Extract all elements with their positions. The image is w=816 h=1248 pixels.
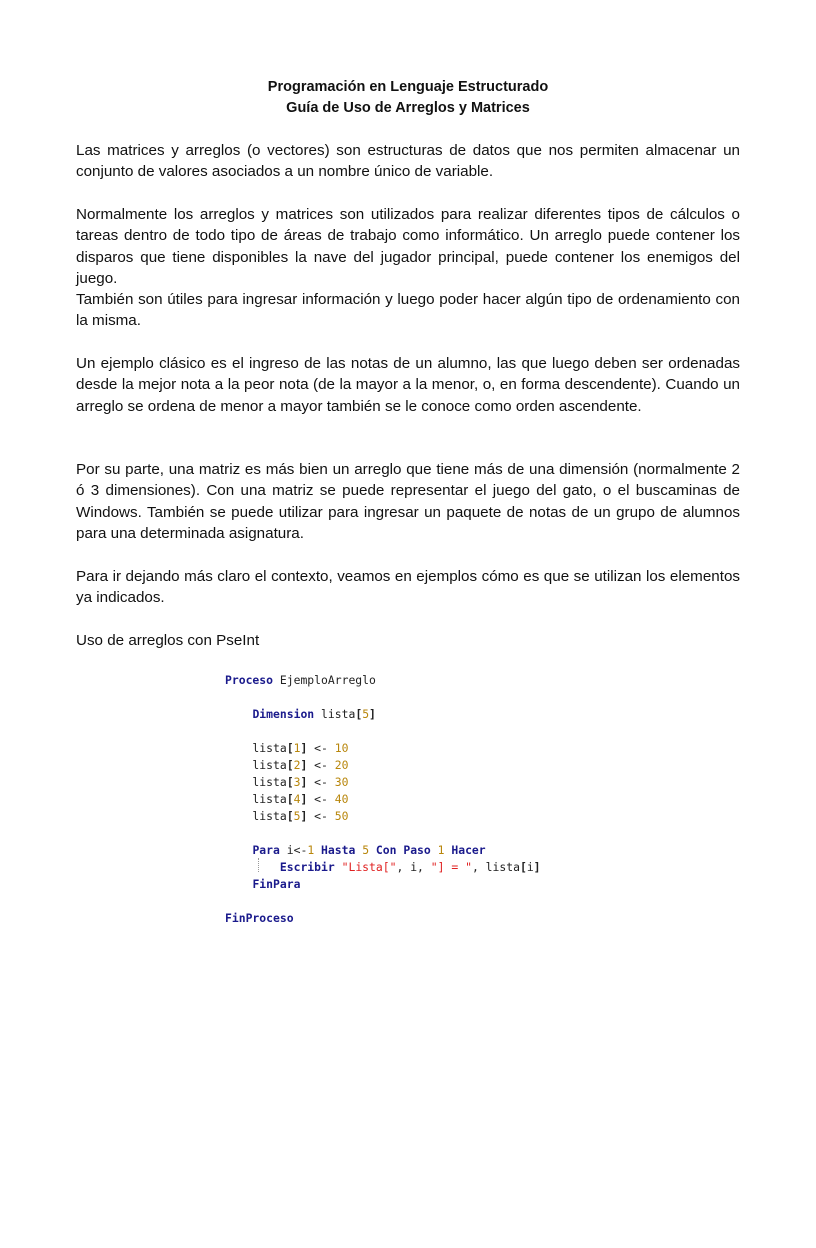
code-line (225, 791, 645, 808)
code-token: ] (300, 809, 308, 823)
code-token: 4 (293, 792, 301, 806)
code-token: Hacer (451, 843, 486, 857)
code-token: [ (286, 792, 294, 806)
code-token: <- (307, 809, 335, 823)
code-token: ] (300, 792, 308, 806)
code-line (225, 774, 645, 791)
code-token: [ (286, 741, 294, 755)
paragraph-uses: Normalmente los arreglos y matrices son utilizados para realizar diferentes tipos de cálculos o tareas dentro de todo tipo de áreas de trabajo como informático. Un arreglo puede contener los disparos que tiene disponibles la nave del jugador principal, puede contener los enemigos del juego. (76, 206, 740, 287)
code-line (225, 689, 645, 706)
code-token: i<- (279, 843, 308, 857)
code-token: Proceso (225, 673, 274, 687)
code-token (225, 843, 252, 857)
code-block (225, 672, 645, 927)
code-token: i (526, 860, 534, 874)
code-token: <- (307, 758, 335, 772)
code-line (225, 910, 645, 927)
code-token: 50 (334, 809, 349, 823)
code-token: 1 (293, 741, 301, 755)
code-token: lista (225, 741, 287, 755)
code-line (225, 672, 645, 689)
code-token: , lista (471, 860, 520, 874)
code-line (225, 706, 645, 723)
code-line (225, 893, 645, 910)
code-token: 30 (334, 775, 349, 789)
document-title: Programación en Lenguaje Estructurado (267, 79, 549, 95)
paragraph-ordering: También son útiles para ingresar información y luego poder hacer algún tipo de ordenamiento con la misma. (76, 291, 740, 330)
code-token: lista (225, 792, 287, 806)
code-token: 40 (334, 792, 349, 806)
code-token: 3 (293, 775, 301, 789)
code-token: lista (225, 775, 287, 789)
code-token (431, 843, 438, 857)
code-token: 5 (362, 707, 370, 721)
paragraph-intro: Las matrices y arreglos (o vectores) son estructuras de datos que nos permiten almacenar un conjunto de valores asociados a un nombre único de variable. (76, 142, 740, 181)
code-line (225, 825, 645, 842)
code-line (225, 859, 645, 876)
code-token: 1 (437, 843, 445, 857)
code-line (225, 723, 645, 740)
code-token: , i, (396, 860, 431, 874)
code-token: 1 (307, 843, 315, 857)
code-token: 10 (334, 741, 349, 755)
code-token (225, 860, 280, 874)
code-token: Hasta (321, 843, 356, 857)
code-token: Para (252, 843, 280, 857)
code-token: ] (533, 860, 541, 874)
code-token: ] (300, 741, 308, 755)
code-token: lista (225, 809, 287, 823)
code-token: ] (300, 775, 308, 789)
code-token (335, 860, 342, 874)
code-token: <- (307, 792, 335, 806)
code-token: ] (300, 758, 308, 772)
code-token: [ (355, 707, 363, 721)
paragraph-context: Para ir dejando más claro el contexto, veamos en ejemplos cómo es que se utilizan los elementos ya indicados. (76, 568, 740, 607)
code-token: FinPara (252, 877, 301, 891)
code-line (225, 740, 645, 757)
paragraph-example: Un ejemplo clásico es el ingreso de las notas de un alumno, las que luego deben ser ordenadas desde la mejor nota a la peor nota (de la mayor a la menor, o, en forma descendente). Cuando un arreglo se ordena de menor a mayor también se le conoce como orden ascendente. (76, 355, 740, 415)
code-token: EjemploArreglo (273, 673, 376, 687)
code-line (225, 808, 645, 825)
code-token: Dimension (252, 707, 315, 721)
document-subtitle: Guía de Uso de Arreglos y Matrices (286, 100, 530, 116)
code-token: [ (286, 758, 294, 772)
code-token (369, 843, 376, 857)
code-token: "] = " (430, 860, 472, 874)
code-token: "Lista[" (341, 860, 397, 874)
code-token: 2 (293, 758, 301, 772)
code-token: FinProceso (225, 911, 294, 925)
code-token (314, 843, 321, 857)
code-token: [ (286, 775, 294, 789)
code-token (225, 707, 252, 721)
code-token: 5 (293, 809, 301, 823)
section-heading-pseint: Uso de arreglos con PseInt (76, 632, 260, 649)
code-line (225, 757, 645, 774)
code-line (225, 876, 645, 893)
code-token: <- (307, 741, 335, 755)
code-token (225, 877, 252, 891)
code-token: Escribir (279, 860, 335, 874)
paragraph-matrix: Por su parte, una matriz es más bien un arreglo que tiene más de una dimensión (normalmente 2 ó 3 dimensiones). Con una matriz se puede representar el juego del gato, o el buscaminas de Windows. También se puede utilizar para ingresar un paquete de notas de un grupo de alumnos para una determinada asignatura. (76, 461, 740, 542)
code-token: lista (314, 707, 356, 721)
code-token: <- (307, 775, 335, 789)
code-token: Con Paso (375, 843, 431, 857)
code-token: 5 (362, 843, 370, 857)
code-token: lista (225, 758, 287, 772)
code-token: [ (286, 809, 294, 823)
code-token: 20 (334, 758, 349, 772)
code-line (225, 842, 645, 859)
code-token: ] (369, 707, 376, 721)
code-token: [ (519, 860, 527, 874)
